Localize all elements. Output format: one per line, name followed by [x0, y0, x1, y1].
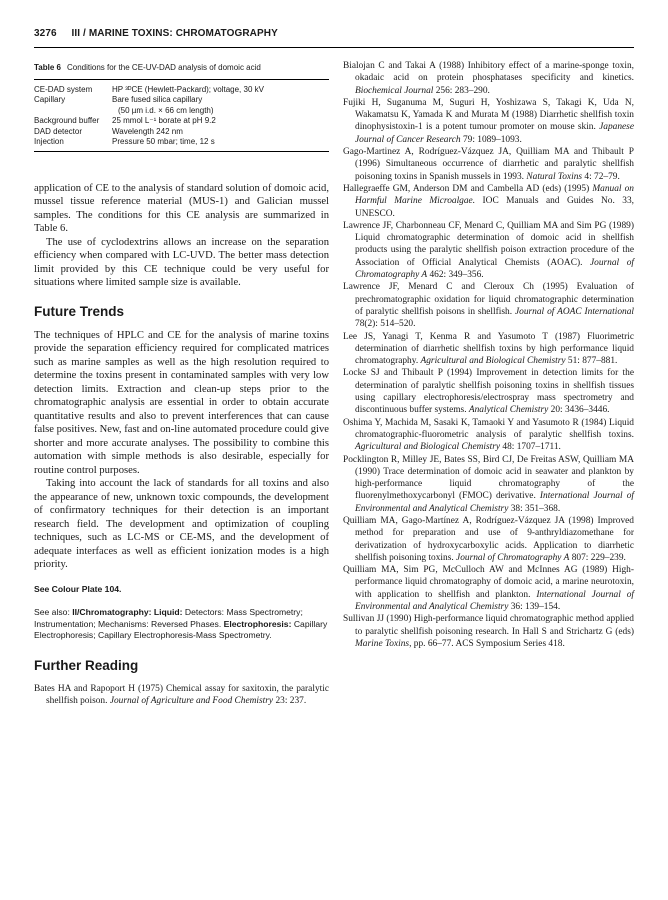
table-value: Wavelength 242 nm [112, 126, 183, 136]
paragraph: The techniques of HPLC and CE for the analysis of marine toxins provide the separation efficiency required for complicated matrices such as marine samples as well as the high resolution required to determine the toxins present in contaminated samples with very low detection limits. Extraction and clean-up steps prior to the chromatographic analysis are essential in order to obtain accurate quantitative results and also to prevent interferences that can cause false positives. New, fast and on-line automated procedure could give shorter and more accurate analyses. The possibility to combine this automation with simple methods is also desirable, especially for routine control purposes. [34, 329, 329, 476]
reference-item: Gago-Martinez A, Rodríguez-Vázquez JA, Quilliam MA and Thibault P (1996) Simultaneous occurrence of diarrhetic and paralytic shellfish poisoning toxins in Spanish mussels in 1993. Natural Toxins 4: 72–79. [343, 147, 634, 182]
reference-item: Sullivan JJ (1990) High-performance liquid chromatographic method applied to paralytic shellfish poisoning research. In Hall S and Strichartz G (eds) Marine Toxins, pp. 66–77. ACS Symposium Series 418. [343, 614, 634, 649]
table-body [34, 85, 329, 148]
reference-item: Lawrence JF, Menard C and Cleroux Ch (1995) Evaluation of prechromatographic oxidation for liquid chromatographic determination of paralytic shellfish poisons in shellfish. Journal of AOAC International 78(2): 514–520. [343, 282, 634, 330]
table-caption-text: Conditions for the CE-UV-DAD analysis of domoic acid [66, 63, 261, 72]
paragraph: Taking into account the lack of standards for all toxins and also the appearance of new, unknown toxic compounds, the development of confirmatory techniques for their detection is an important research field. The development and optimization of coupling techniques, such as LC-MS or CE-MS, and the development of adequate interfaces as well as efficient ionization modes is a high priority. [34, 478, 329, 570]
reference-item: Oshima Y, Machida M, Sasaki K, Tamaoki Y and Yasumoto R (1984) Liquid chromatographic-fluorometric analysis of paralytic shellfish toxins. Agricultural and Biological Chemistry 48: 1707–1711. [343, 417, 634, 453]
see-also-text: Capillary Electrophoresis; Capillary Electrophoresis-Mass Spectrometry. [34, 618, 328, 640]
future-trends-text [34, 329, 329, 572]
see-also-text: Detectors: Mass Spectrometry; Instrumentation; Mechanisms: Reversed Phases. [34, 607, 303, 629]
reference-item: Lee JS, Yanagi T, Kenma R and Yasumoto T (1987) Fluorimetric determination of diarrhetic shellfish toxins by high performance liquid chromatography. Agricultural and Biological Chemistry 51: 877–881. [343, 331, 634, 367]
table-bottom-rule [34, 148, 329, 152]
see-also-block [34, 607, 329, 642]
further-reading-heading: Further Reading [34, 657, 139, 673]
paragraph: The use of cyclodextrins allows an increase on the separation efficiency when compared with LC-UVD. The better mass detection limit provided by this CE technique could be very useful for situations where limited sample size is available. [34, 236, 329, 288]
reference-list-right [343, 60, 634, 650]
table-row [34, 116, 329, 127]
table-key: Injection [34, 137, 64, 146]
page-number: 3276 [34, 28, 57, 39]
table-value: Bare fused silica capillary [112, 95, 203, 104]
reference-item: Quilliam MA, Gago-Martínez A, Rodríguez-Vázquez JA (1998) Improved method for preparation and use of 9-anthryldiazomethane for derivatization of hydroxycarboxylic acids. Application to diarrhetic shellfish poisoning toxins. Journal of Chromatography A 807: 229–239. [343, 515, 634, 563]
table-caption [34, 62, 329, 80]
reference-item: Locke SJ and Thibault P (1994) Improvement in detection limits for the determination of paralytic shellfish poisoning toxins in shellfish tissues using capillary electrophoresis/electrospray mass spectrometry and discontinuous buffer systems. Analytical Chemistry 20: 3436–3446. [343, 368, 634, 416]
running-title: III / MARINE TOXINS: CHROMATOGRAPHY [71, 28, 278, 39]
reference-item: Fujiki H, Suganuma M, Suguri H, Yoshizawa S, Takagi K, Uda N, Wakamatsu K, Yamada K and Murata M (1988) Diarrhetic shellfish toxin dinophysistoxin-1 is a potent tumour promoter on mouse skin. Japanese Journal of Cancer Research 79: 1089–1093. [343, 97, 634, 145]
see-also-link-chromatography[interactable]: II/Chromatography: Liquid: [72, 607, 183, 617]
left-column [34, 62, 329, 707]
table-value: Pressure 50 mbar; time, 12 s [112, 137, 215, 146]
colour-plate-note [34, 584, 329, 596]
reference-item: Lawrence JF, Charbonneau CF, Menard C, Quilliam MA and Sim PG (1989) Liquid chromatographic determination of domoic acid in shellfish products using the paralytic shellfish poison extraction procedure of the Association of Official Analytical Chemists (AOAC). Journal of Chromatography A 462: 349–356. [343, 220, 634, 281]
table-row [34, 106, 329, 117]
table-row [34, 85, 329, 96]
see-also-link-electrophoresis[interactable]: Electrophoresis: [223, 618, 292, 629]
right-column [343, 60, 634, 650]
reference-item: Hallegraeffe GM, Anderson DM and Cambella AD (eds) (1995) Manual on Harmful Marine Microalgae. IOC Manuals and Guides No. 33, UNESCO. [343, 183, 634, 219]
reference-item: Bialojan C and Takai A (1988) Inhibitory effect of a marine-sponge toxin, okadaic acid on protein phosphatases specificity and kinetics. Biochemical Journal 256: 283–290. [343, 61, 634, 96]
table-row [34, 137, 329, 148]
table-key: Capillary [34, 95, 66, 104]
colour-plate-link[interactable]: See Colour Plate 104. [34, 583, 122, 594]
table-label: Table 6 [34, 63, 61, 72]
table-value: HP ³ᴰCE (Hewlett-Packard); voltage, 30 kV [112, 84, 264, 94]
reference-item: Quilliam MA, Sim PG, McCulloch AW and McInnes AG (1989) High-performance liquid chromatography of domoic acid, a marine neurotoxin, with application to shellfish and plankton. International Journal of Environmental and Analytical Chemistry 36: 139–154. [343, 565, 634, 613]
reference-item: Bates HA and Rapoport H (1975) Chemical assay for saxitoxin, the paralytic shellfish poison. Journal of Agriculture and Food Chemistry 23: 237. [34, 683, 329, 706]
running-header [34, 28, 634, 48]
table-value: (50 µm i.d. × 66 cm length) [118, 105, 214, 115]
reference-list-left [34, 683, 329, 708]
conditions-table [34, 62, 329, 152]
table-value: 25 mmol L⁻¹ borate at pH 9.2 [112, 116, 216, 125]
table-row [34, 127, 329, 138]
table-key: Background buffer [34, 116, 100, 125]
future-trends-heading: Future Trends [34, 303, 125, 319]
body-text [34, 182, 329, 290]
table-row [34, 95, 329, 106]
see-also-prefix: See also: [34, 607, 73, 617]
table-key [34, 106, 112, 117]
table-key: CE-DAD system [34, 84, 93, 94]
reference-item: Pocklington R, Milley JE, Bates SS, Bird CJ, De Freitas ASW, Quilliam MA (1990) Trace determination of domoic acid in seawater and plankton by high-performance liquid chromatography of the fluorenylmethoxycarbonyl (FMOC) derivative. International Journal of Environmental and Analytical Chemistry 38: 351–368. [343, 454, 634, 514]
table-key: DAD detector [34, 126, 83, 136]
paragraph: application of CE to the analysis of standard solution of domoic acid, mussel tissue reference material (MUS-1) and Galician mussel samples. The conditions for this CE analysis are summarized in Table 6. [34, 182, 329, 234]
